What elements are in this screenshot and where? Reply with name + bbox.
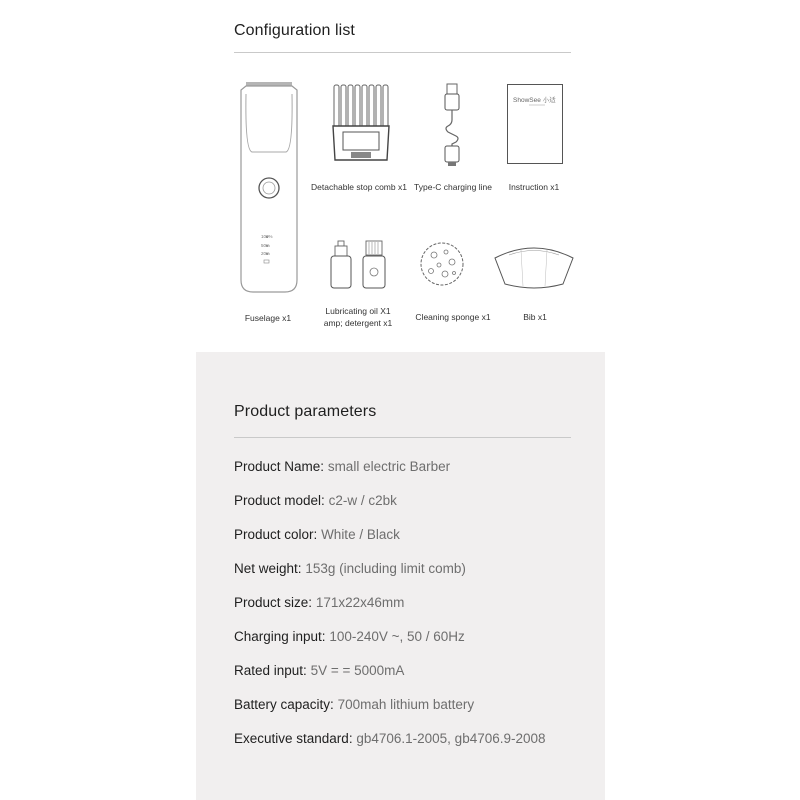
param-row-charging-input bbox=[234, 629, 465, 644]
param-row-size bbox=[234, 595, 404, 610]
param-row-rated-input bbox=[234, 663, 404, 678]
usb-c-cable-icon bbox=[440, 82, 466, 168]
param-value: 100-240V ~, 50 / 60Hz bbox=[329, 629, 465, 644]
param-row-battery bbox=[234, 697, 474, 712]
caption-cleaning-sponge: Cleaning sponge x1 bbox=[415, 312, 491, 322]
param-label: Product color: bbox=[234, 527, 318, 542]
caption-lubricating-oil: Lubricating oil X1 bbox=[325, 306, 391, 316]
param-value: 171x22x46mm bbox=[315, 595, 405, 610]
oil-and-brush-icon bbox=[328, 240, 392, 290]
configuration-divider bbox=[234, 52, 571, 53]
param-label: Product size: bbox=[234, 595, 313, 610]
bib-item bbox=[493, 240, 575, 290]
param-label: Product model: bbox=[234, 493, 325, 508]
configuration-section bbox=[0, 0, 800, 352]
instruction-booklet-item bbox=[507, 84, 563, 164]
param-label: Battery capacity: bbox=[234, 697, 334, 712]
stop-comb-item bbox=[329, 82, 393, 166]
param-row-name bbox=[234, 459, 450, 474]
caption-instruction: Instruction x1 bbox=[508, 182, 560, 192]
param-row-weight bbox=[234, 561, 466, 576]
param-row-color bbox=[234, 527, 400, 542]
usb-c-cable-item bbox=[440, 82, 466, 168]
bib-icon bbox=[493, 240, 575, 290]
caption-detergent: amp; detergent x1 bbox=[323, 318, 393, 328]
param-label: Executive standard: bbox=[234, 731, 353, 746]
param-value: 153g (including limit comb) bbox=[305, 561, 466, 576]
param-value: c2-w / c2bk bbox=[328, 493, 397, 508]
param-label: Net weight: bbox=[234, 561, 302, 576]
caption-bib: Bib x1 bbox=[523, 312, 547, 322]
parameters-title: Product parameters bbox=[234, 403, 377, 420]
param-row-model bbox=[234, 493, 397, 508]
hair-clipper-icon bbox=[236, 80, 300, 295]
param-value: small electric Barber bbox=[327, 459, 451, 474]
param-value: gb4706.1-2005, gb4706.9-2008 bbox=[356, 731, 546, 746]
param-value: 700mah lithium battery bbox=[337, 697, 475, 712]
hair-clipper-item bbox=[236, 80, 300, 295]
parameters-divider bbox=[234, 437, 571, 438]
caption-fuselage: Fuselage x1 bbox=[244, 313, 292, 323]
configuration-title: Configuration list bbox=[234, 22, 355, 39]
level-label: 20% bbox=[261, 251, 271, 256]
caption-charging-line: Type-C charging line bbox=[414, 182, 492, 192]
param-label: Rated input: bbox=[234, 663, 307, 678]
oil-and-brush-item bbox=[328, 240, 392, 290]
parameters-panel bbox=[196, 352, 605, 800]
caption-stop-comb: Detachable stop comb x1 bbox=[311, 182, 407, 192]
param-value: White / Black bbox=[321, 527, 400, 542]
level-label: 50% bbox=[261, 242, 271, 248]
param-row-standard bbox=[234, 731, 546, 746]
stop-comb-icon bbox=[329, 82, 393, 166]
param-value: 5V = = 5000mA bbox=[310, 663, 405, 678]
param-label: Charging input: bbox=[234, 629, 326, 644]
booklet-brand: ShowSee 小适 bbox=[513, 97, 556, 104]
level-label: 100% bbox=[261, 234, 273, 239]
cleaning-sponge-icon bbox=[419, 241, 465, 287]
cleaning-sponge-item bbox=[419, 241, 465, 287]
param-label: Product Name: bbox=[234, 459, 325, 474]
